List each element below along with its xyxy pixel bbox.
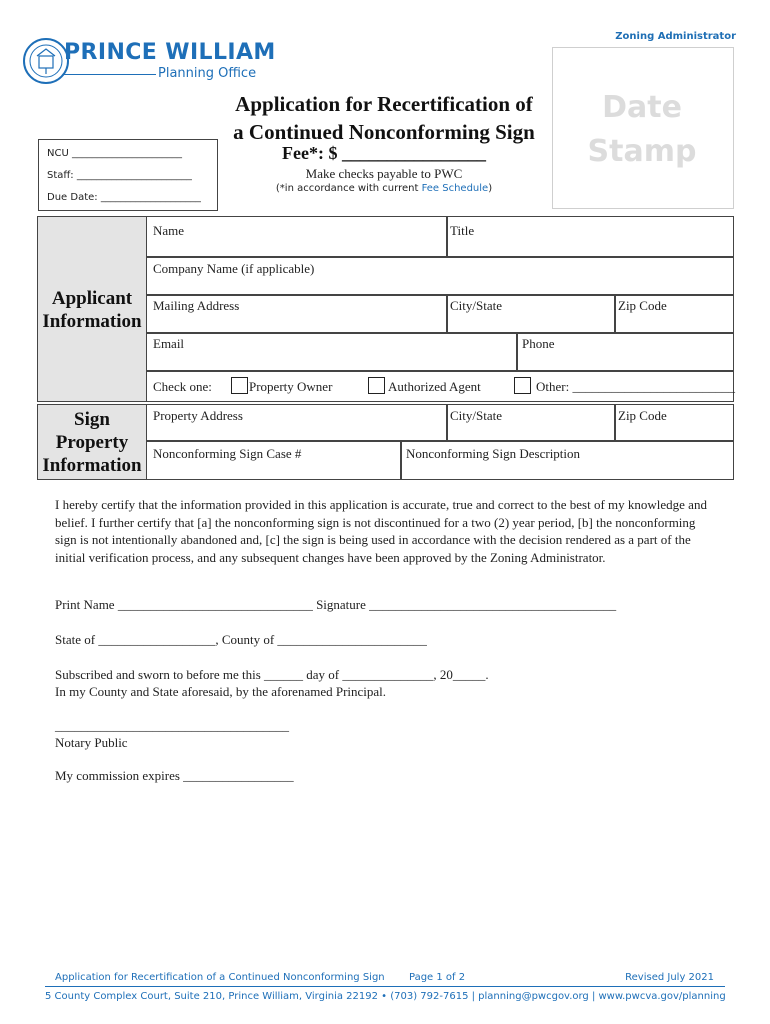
applicant-title-line2: Information <box>42 311 142 332</box>
state-county-line[interactable]: State of __________________, County of _______________________ <box>55 632 427 647</box>
brand-subtitle: Planning Office <box>158 66 257 81</box>
applicant-section-title <box>38 287 146 333</box>
authorized-agent-label: Authorized Agent <box>388 379 481 394</box>
county-seal-logo <box>22 36 70 86</box>
name-field[interactable] <box>146 216 448 258</box>
brand-name: PRINCE WILLIAM <box>64 40 276 65</box>
property-owner-label: Property Owner <box>249 379 333 394</box>
schedule-suffix: ) <box>488 183 493 194</box>
footer-contact-address: 5 County Complex Court, Suite 210, Prince William, Virginia 22192 • (703) 792-7615 | planning@pwcgov.org | www.pwcva.gov/planning <box>45 991 726 1002</box>
county-state-aforesaid: In my County and State aforesaid, by the aforenamed Principal. <box>55 684 387 699</box>
date-stamp-label <box>552 86 732 174</box>
email-label: Email <box>153 336 185 351</box>
footer-page-number: Page 1 of 2 <box>409 972 466 983</box>
title-field[interactable] <box>446 216 734 258</box>
fee-schedule-note <box>214 183 554 194</box>
print-name-signature-line[interactable]: Print Name ______________________________ Signature ______________________________________ <box>55 597 617 612</box>
schedule-prefix: (*in accordance with current <box>275 183 422 194</box>
company-name-label: Company Name (if applicable) <box>153 261 315 276</box>
footer-divider <box>45 986 725 987</box>
date-stamp-line1: Date <box>602 90 682 125</box>
authorized-agent-checkbox[interactable] <box>368 377 385 394</box>
notary-public-label: Notary Public <box>55 735 128 750</box>
certification-text: I hereby certify that the information provided in this application is accurate, true and correct to the best of my knowledge and belief. I further certify that [a] the nonconforming sign is not discontinued for a two (2) year period, [b] the nonconforming sign is not intentionally abandoned and, [c] the sign is being used in accordance with the decision rendered as a part of the initial verification process, and any subsequent changes have been approved by the Zoning Administrator. <box>55 497 707 565</box>
sign-description-label: Nonconforming Sign Description <box>406 446 581 461</box>
applicant-city-state-label: City/State <box>450 298 502 313</box>
sign-property-section-header <box>37 404 147 480</box>
seal-icon <box>22 36 70 86</box>
name-label: Name <box>153 223 185 238</box>
phone-label: Phone <box>522 336 555 351</box>
title-line2: a Continued Nonconforming Sign <box>233 120 535 144</box>
footer-doc-title: Application for Recertification of a Continued Nonconforming Sign <box>55 972 385 983</box>
ncu-field[interactable]: NCU ______________________ <box>47 148 182 159</box>
staff-field[interactable]: Staff: _______________________ <box>47 170 192 181</box>
other-checkbox[interactable] <box>514 377 531 394</box>
brand-divider <box>64 74 156 75</box>
sign-title-line2: Property <box>55 432 129 453</box>
other-field[interactable]: Other: _________________________ <box>536 379 735 394</box>
commission-expires-line[interactable]: My commission expires _________________ <box>55 768 294 783</box>
date-stamp-line2: Stamp <box>587 134 697 169</box>
title-line1: Application for Recertification of <box>235 92 533 116</box>
property-city-state-label: City/State <box>450 408 502 423</box>
sign-title-line3: Information <box>42 455 142 476</box>
applicant-zip-label: Zip Code <box>618 298 667 313</box>
page-title <box>214 90 554 146</box>
mailing-address-label: Mailing Address <box>153 298 240 313</box>
footer-revised-date: Revised July 2021 <box>625 972 714 983</box>
fee-schedule-link[interactable]: Fee Schedule <box>421 183 489 194</box>
checks-payable-note: Make checks payable to PWC <box>305 166 463 181</box>
subscribed-sworn-line[interactable]: Subscribed and sworn to before me this ______ day of ______________, 20_____. <box>55 667 489 682</box>
property-zip-label: Zip Code <box>618 408 667 423</box>
zoning-administrator-label: Zoning Administrator <box>615 31 736 42</box>
email-field[interactable] <box>146 332 518 372</box>
due-date-field[interactable]: Due Date: ____________________ <box>47 192 201 203</box>
staff-use-box <box>38 139 218 211</box>
sign-case-number-label: Nonconforming Sign Case # <box>153 446 302 461</box>
applicant-title-line1: Applicant <box>51 288 133 309</box>
sign-title-line1: Sign <box>74 409 110 430</box>
applicant-section-header <box>37 216 147 402</box>
check-one-label: Check one: <box>153 379 212 394</box>
title-label: Title <box>450 223 475 238</box>
fee-field[interactable]: Fee*: $ ________________ <box>282 143 486 163</box>
property-owner-checkbox[interactable] <box>231 377 248 394</box>
sign-property-section-title <box>38 408 146 477</box>
notary-signature-line[interactable]: ____________________________________ <box>55 718 289 733</box>
property-address-label: Property Address <box>153 408 243 423</box>
